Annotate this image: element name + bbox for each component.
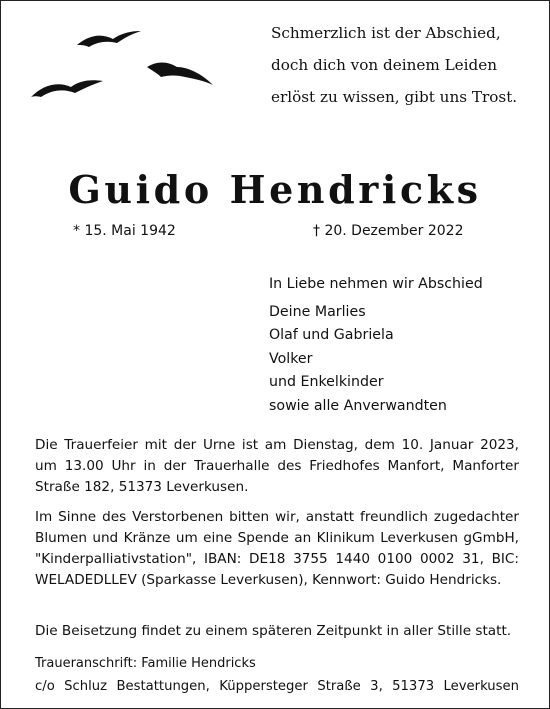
mourners-block: [269, 273, 483, 419]
mourning-address: Traueranschrift: Familie Hendricks: [35, 656, 256, 671]
mourner-name: sowie alle Anverwandten: [269, 397, 447, 414]
funeral-home-address: c/o Schluz Bestattungen, Küppersteger Straße 3, 51373 Leverkusen: [35, 679, 519, 694]
mourner-name: Volker: [269, 350, 313, 367]
quote-line: erlöst zu wissen, gibt uns Trost.: [271, 88, 518, 106]
quote-verse: [271, 17, 543, 113]
funeral-service-paragraph: Die Trauerfeier mit der Urne ist am Dienstag, dem 10. Januar 2023, um 13.00 Uhr in der Trauerhalle des Friedhofes Manfort, Manforter Straße 182, 51373 Leverkusen.: [35, 437, 519, 495]
burial-paragraph: Die Beisetzung findet zu einem späteren Zeitpunkt in aller Stille statt.: [35, 623, 512, 639]
flying-birds-icon: [29, 25, 239, 103]
death-date: † 20. Dezember 2022: [313, 223, 464, 239]
mourner-name: Deine Marlies: [269, 303, 366, 320]
mourner-name: Olaf und Gabriela: [269, 327, 394, 344]
quote-line: Schmerzlich ist der Abschied,: [271, 24, 501, 42]
birth-date: * 15. Mai 1942: [73, 223, 176, 239]
mourner-name: und Enkelkinder: [269, 374, 384, 391]
quote-line: doch dich von deinem Leiden: [271, 56, 497, 74]
donation-paragraph: Im Sinne des Verstorbenen bitten wir, anstatt freundlich zugedachter Blumen und Kränze um eine Spende an Klinikum Leverkusen gGmbH, "Kinderpalliativstation", IBAN: DE18 3755 1440 0100 0002 31, BIC: WELADEDLLEV (Sparkasse Leverkusen), Kennwort: Guido Hendricks.: [35, 509, 519, 588]
mourners-intro: In Liebe nehmen wir Abschied: [269, 276, 483, 292]
deceased-name: Guido Hendricks: [68, 167, 482, 212]
